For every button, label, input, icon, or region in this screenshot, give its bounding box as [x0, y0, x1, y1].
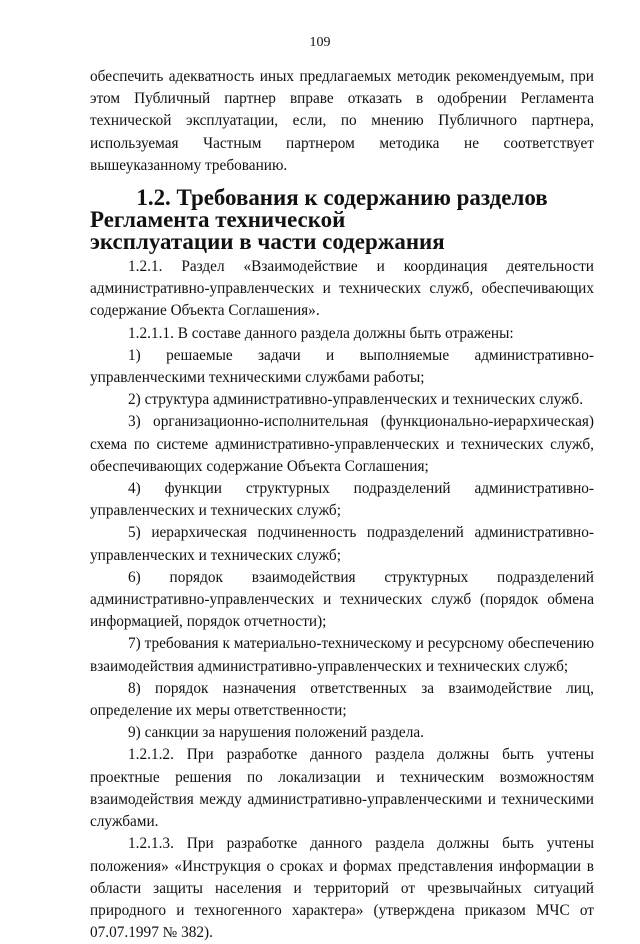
- list-item-2: 2) структура административно-управленческих и технических служб.: [128, 391, 584, 409]
- page-number: 109: [309, 35, 331, 50]
- section-heading-line-1: 1.2. Требования к содержанию разделов Регламента технической: [90, 185, 548, 233]
- list-item-4: 4) функции структурных подразделений административно-управленческих и технических служб;: [90, 480, 594, 520]
- section-heading: [90, 187, 594, 253]
- list-item-8: 8) порядок назначения ответственных за взаимодействие лиц, определение их меры ответственности;: [90, 679, 594, 720]
- paragraph-1-2-1-2: 1.2.1.2. При разработке данного раздела должны быть учтены проектные решения по локализации и техническим возможностям взаимодействия между административно-управленческими и техническими службами.: [90, 746, 594, 831]
- list-item-5: 5) иерархическая подчиненность подразделений административно-управленческих и технических служб;: [90, 524, 594, 564]
- list-item-9: 9) санкции за нарушения положений раздела.: [128, 724, 424, 742]
- paragraph-1-2-1-3: 1.2.1.3. При разработке данного раздела должны быть учтены положения» «Инструкция о сроках и формах представления информации в области защиты населения и территорий от чрезвычайных ситуаций природного и техногенного характера» (утверждена приказом МЧС от 07.07.1997 № 382).: [90, 835, 594, 942]
- list-item-1: 1) решаемые задачи и выполняемые административно-управленческими техническими службами работы;: [90, 346, 594, 387]
- section-heading-line-2: эксплуатации в части содержания: [90, 229, 445, 255]
- document-body: [90, 66, 594, 944]
- list-item-3: 3) организационно-исполнительная (функционально-иерархическая) схема по системе административно-управленческих и технических служб, обеспечивающих содержание Объекта Соглашения;: [90, 413, 594, 475]
- list-item-7: 7) требования к материально-техническому и ресурсному обеспечению взаимодействия административно-управленческих и технических служб;: [90, 635, 594, 675]
- intro-paragraph: обеспечить адекватность иных предлагаемых методик рекомендуемым, при этом Публичный партнер вправе отказать в одобрении Регламента технической эксплуатации, если, по мнению Публичного партнера, используемая Частным партнером методика не соответствует вышеуказанному требованию.: [90, 68, 594, 174]
- paragraph-1-2-1-1: 1.2.1.1. В составе данного раздела должны быть отражены:: [128, 324, 514, 342]
- list-item-6: 6) порядок взаимодействия структурных подразделений административно-управленческих и технических служб (порядок обмена информацией, порядок отчетности);: [90, 568, 594, 631]
- paragraph-1-2-1: 1.2.1. Раздел «Взаимодействие и координация деятельности административно-управленческих и технических служб, обеспечивающих содержание Объекта Соглашения».: [90, 258, 594, 320]
